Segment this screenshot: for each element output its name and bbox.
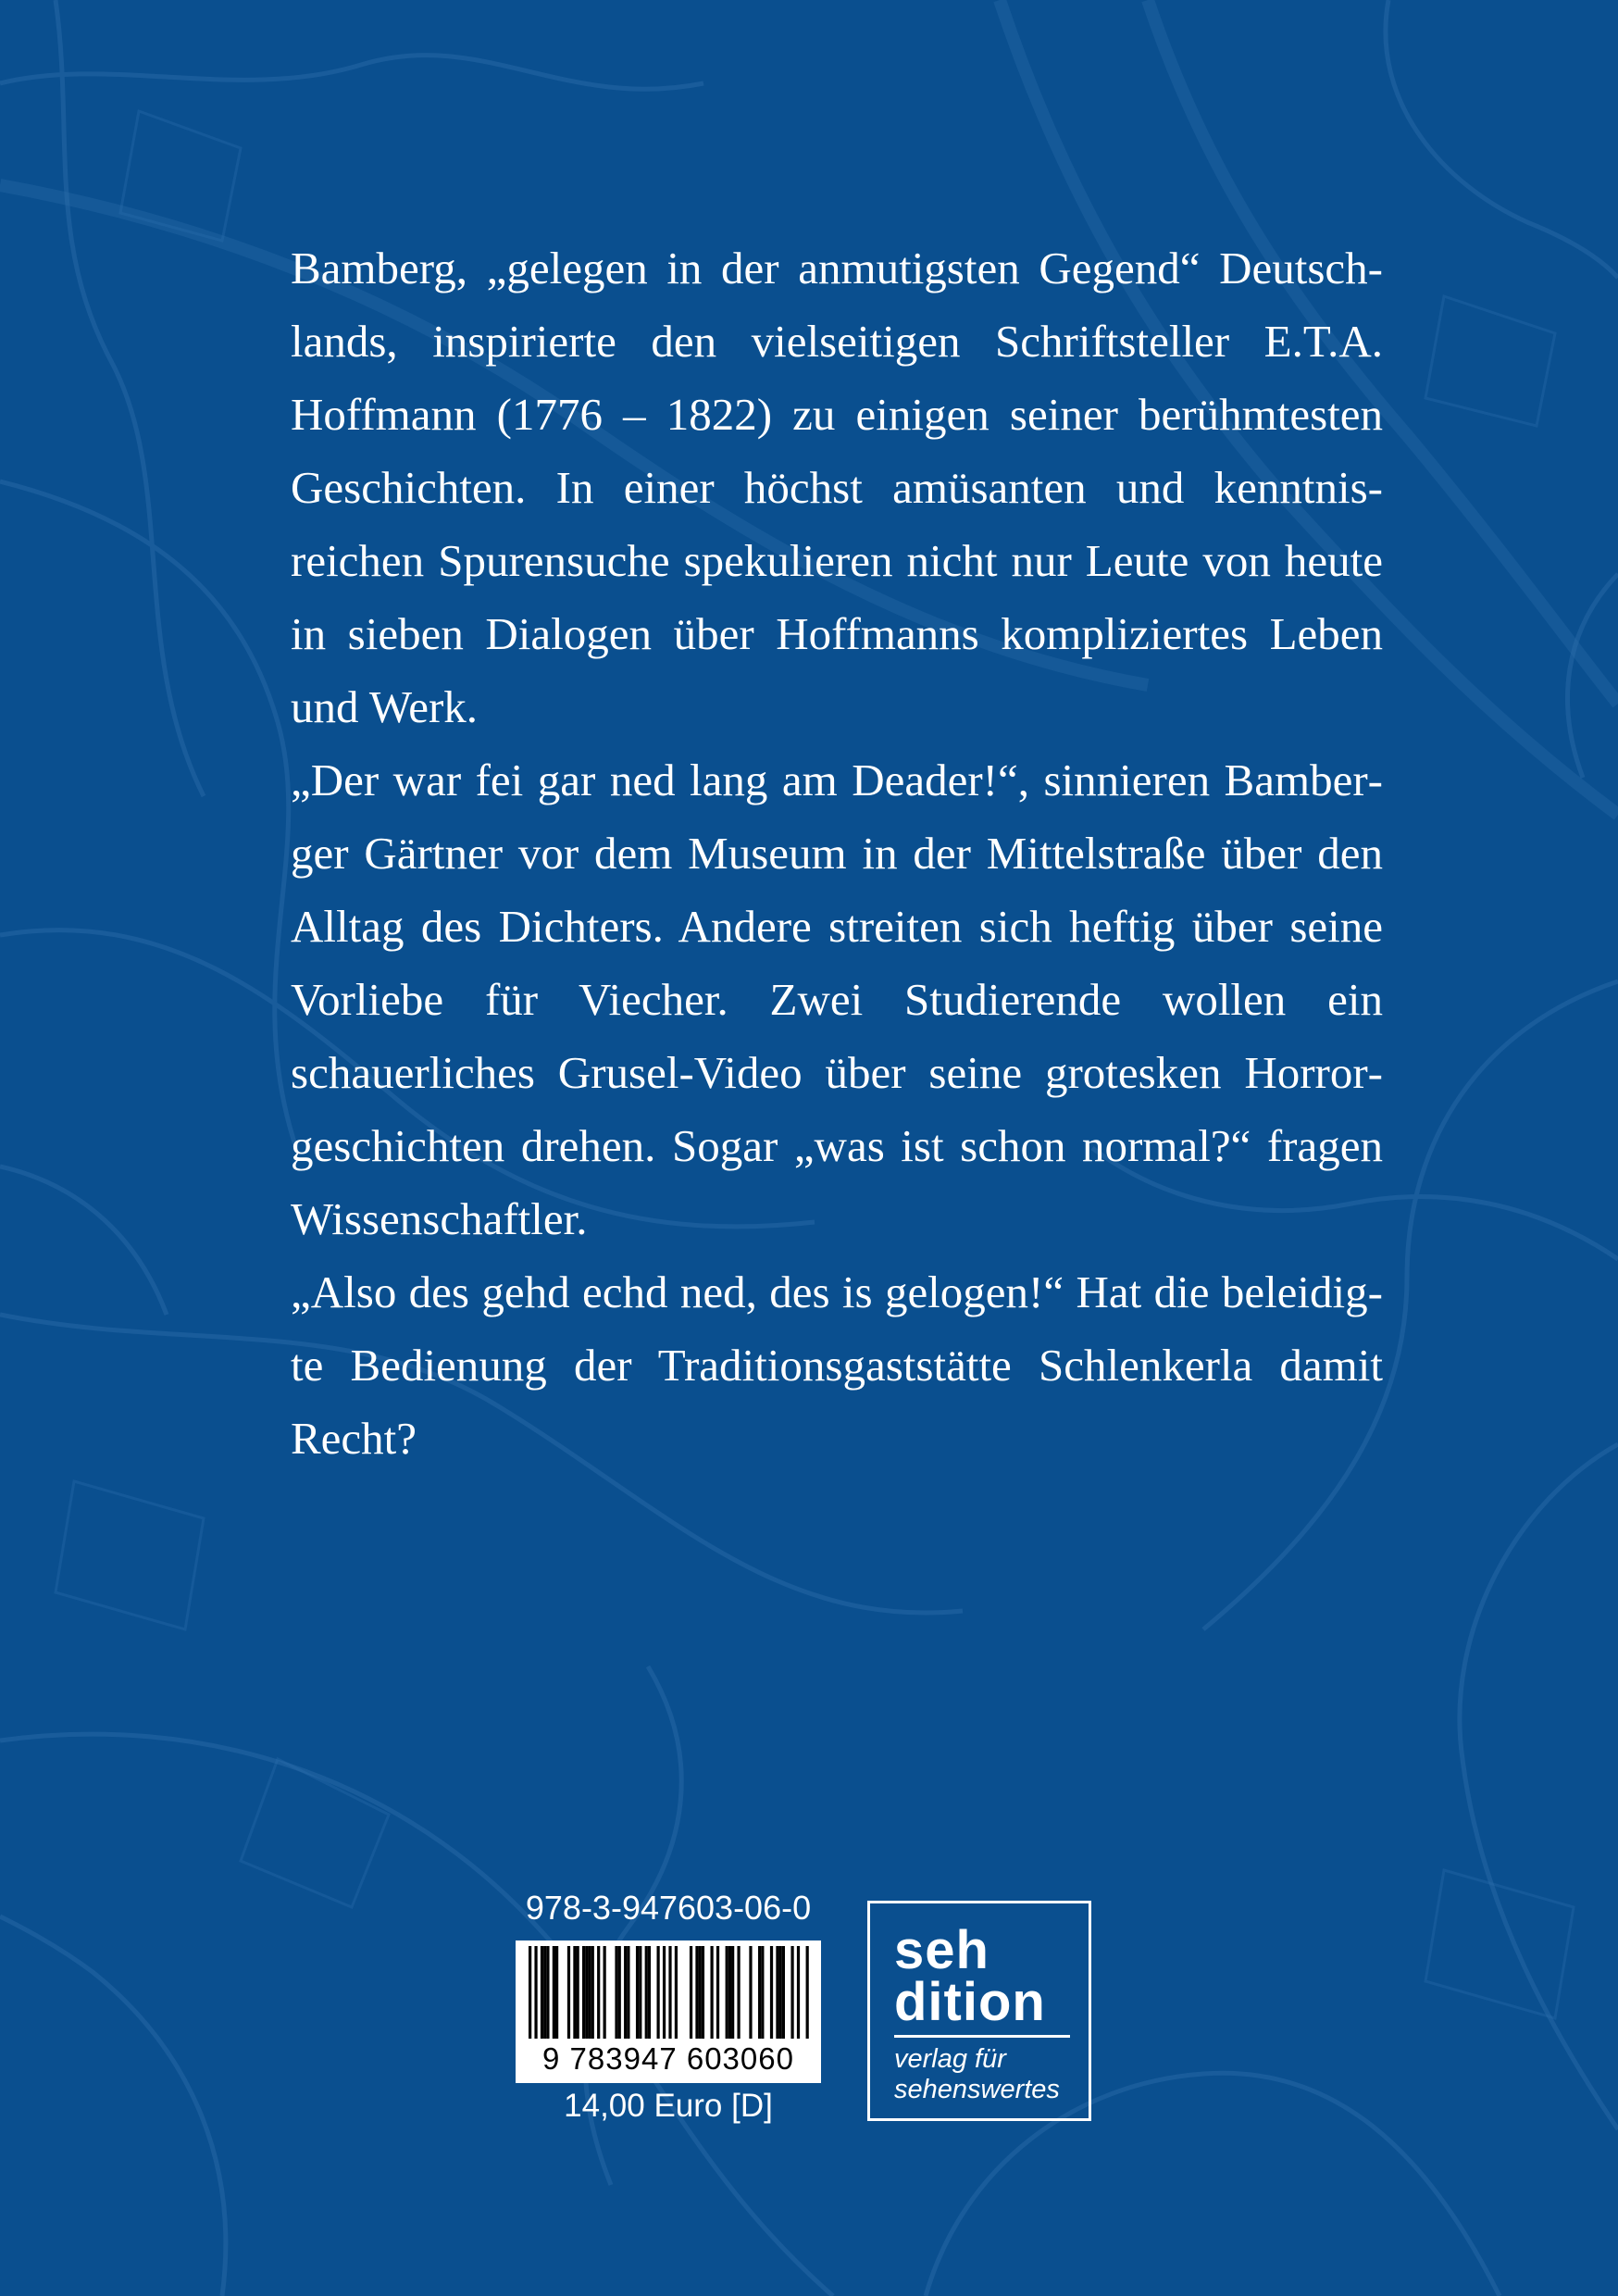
publisher-logo [867,1901,1091,2121]
barcode-bar [770,1946,773,2039]
barcode-bar [737,1946,740,2039]
barcode-bar [657,1946,660,2039]
barcode-bar [541,1946,543,2039]
isbn-barcode [516,1940,821,2083]
barcode-bar [790,1946,793,2039]
logo-tagline [894,2044,1060,2105]
price-label: 14,00 Euro [D] [564,2088,773,2124]
barcode-bar [573,1946,576,2039]
barcode-bar [582,1946,585,2039]
barcode-bar [758,1946,761,2039]
barcode-bar [690,1946,692,2039]
logo-tagline-line: verlag für [894,2044,1006,2074]
barcode-bar [702,1946,704,2039]
barcode-bar [567,1946,570,2039]
barcode-bar [534,1946,537,2039]
barcode-bar [699,1946,702,2039]
barcode-bar [675,1946,678,2039]
blurb-paragraph: Bamberg, „gelegen in der anmutigsten Gegend“ Deutschlands, inspirierte den vielseitigen Schriftsteller E.T.A. Hoffmann (1776 – 1822) zu einigen seiner berühmtesten Geschichten. In einer höchst amüsanten und kenntnisreichen Spurensuche spekulieren nicht nur Leute von heute in sieben Dialogen über Hoffmanns kompliziertes Leben und Werk. [291,243,1383,732]
logo-word-top: seh [894,1920,989,1980]
barcode-bar [797,1946,800,2039]
blurb-paragraph: „Der war fei gar ned lang am Deader!“, sinnieren Bamberger Gärtner vor dem Museum in der Mittelstraße über den Alltag des Dichters. Andere streiten sich heftig über seine Vorliebe für Viecher. Zwei Studierende wollen ein schauerliches Grusel-Video über seine grotesken Horrorgeschichten drehen. Sogar „was ist schon normal?“ fragen Wissenschaftler. [291,755,1383,1244]
barcode-bar [806,1946,809,2039]
barcode-bar [726,1946,728,2039]
barcode-bar [749,1946,752,2039]
barcode-bar [776,1946,778,2039]
barcode-bar [597,1946,600,2039]
barcode-bar [618,1946,621,2039]
logo-tagline-line: sehenswertes [894,2075,1060,2104]
barcode-bar [761,1946,764,2039]
barcode-bar [695,1946,698,2039]
barcode-bar [604,1946,606,2039]
logo-word-bottom: dition [894,1972,1046,2032]
barcode-bar [529,1946,531,2039]
barcode-bar [624,1946,627,2039]
barcode-bar [782,1946,785,2039]
barcode-bar [577,1946,579,2039]
barcode-bar [663,1946,666,2039]
barcode-bar [645,1946,648,2039]
barcode-bar [553,1946,555,2039]
barcode-bar [716,1946,719,2039]
barcode-bars [529,1946,812,2039]
barcode-bar [779,1946,782,2039]
barcode-bar [639,1946,641,2039]
isbn-label: 978-3-947603-06-0 [525,1889,812,1927]
barcode-bar [543,1946,546,2039]
barcode-bar [668,1946,671,2039]
barcode-bar [710,1946,713,2039]
barcode-bar [636,1946,639,2039]
barcode-bar [627,1946,629,2039]
barcode-digits: 9 783947 603060 [542,2041,794,2076]
blurb-paragraph: „Also des gehd echd ned, des is gelogen!“ Hat die beleidigte Bedienung der Traditionsgaststätte Schlenkerla damit Recht? [291,1267,1383,1464]
barcode-bar [555,1946,558,2039]
barcode-bar [546,1946,549,2039]
barcode-bar [615,1946,617,2039]
barcode-bar [648,1946,651,2039]
barcode-bar [728,1946,731,2039]
barcode-bar [591,1946,594,2039]
back-cover-blurb [291,231,1383,1475]
barcode-bar [585,1946,588,2039]
barcode-bar [731,1946,734,2039]
barcode-bar [588,1946,591,2039]
logo-divider [894,2035,1070,2038]
